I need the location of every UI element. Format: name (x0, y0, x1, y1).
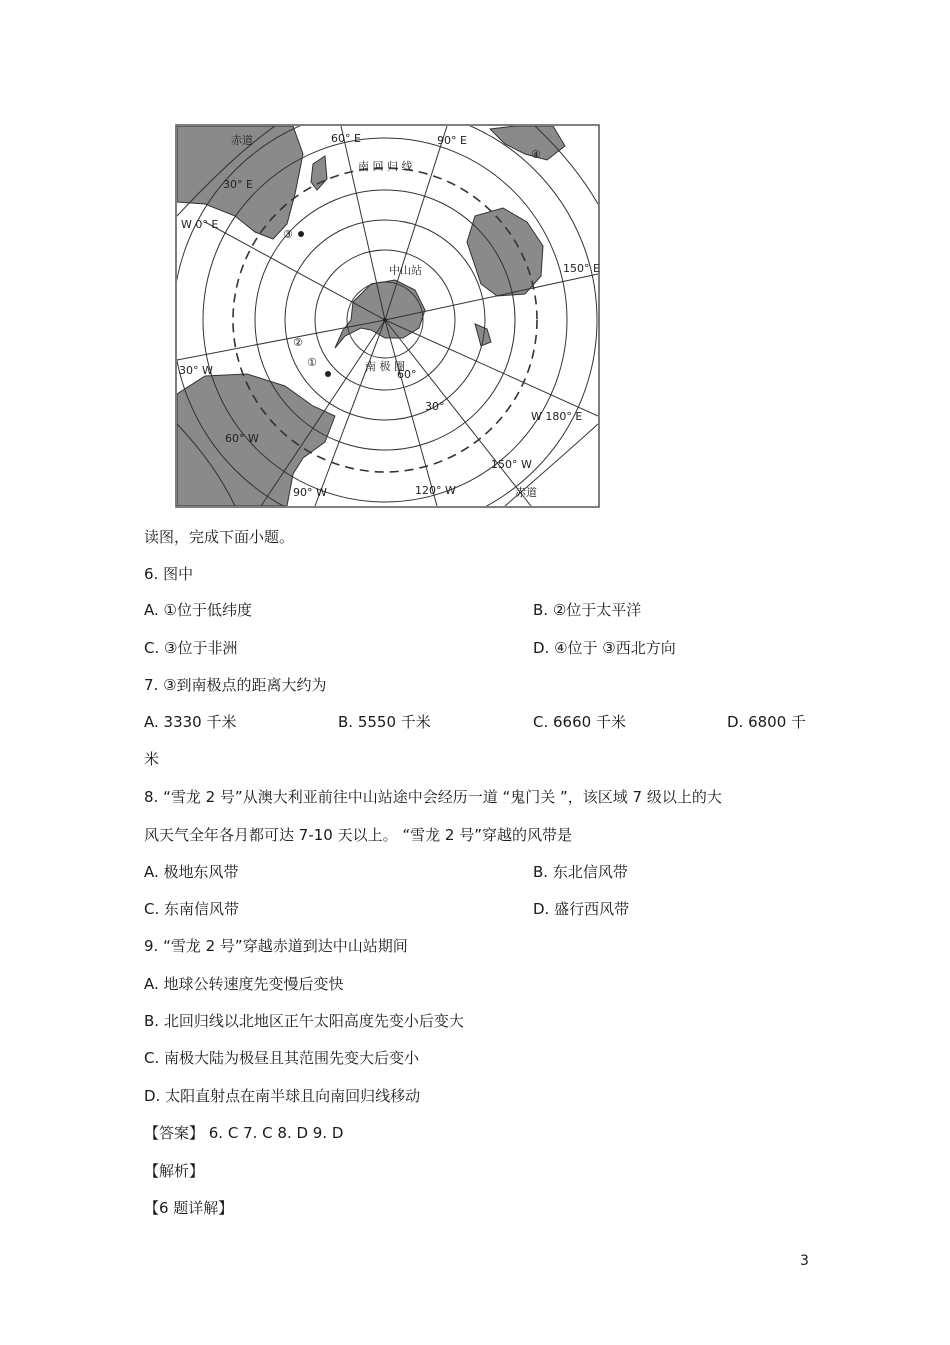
south-pole-marker (383, 318, 387, 322)
lon-60e-label: 60° E (331, 132, 361, 145)
q8-option-d: D. 盛行西风带 (533, 900, 630, 918)
q6-option-a: A. ①位于低纬度 (144, 601, 252, 619)
point-2-label: ② (293, 336, 303, 349)
question-8-line-1: 8. “雪龙 2 号”从澳大利亚前往中山站途中会经历一道 “鬼门关 ”，该区域 7 级以上的大 (144, 788, 722, 806)
lon-150e-label: 150° E (563, 262, 600, 275)
zhongshan-station-label: 中山站 (389, 264, 422, 277)
q9-option-d: D. 太阳直射点在南半球且向南回归线移动 (144, 1087, 421, 1105)
q8-option-c: C. 东南信风带 (144, 900, 240, 918)
q6-option-c: C. ③位于非洲 (144, 639, 238, 657)
equator-label-right: 赤道 (515, 486, 537, 499)
lon-90e-label: 90° E (437, 134, 467, 147)
analysis-heading: 【解析】 (144, 1162, 205, 1180)
intro-text: 读图，完成下面小题。 (144, 528, 295, 546)
polar-map-figure (175, 124, 600, 508)
lon-0-label: W 0° E (181, 218, 219, 231)
q9-option-b: B. 北回归线以北地区正午太阳高度先变小后变大 (144, 1012, 464, 1030)
lon-150w-label: 150° W (491, 458, 532, 471)
page-number: 3 (800, 1253, 809, 1269)
point-3-marker (298, 231, 304, 237)
q7-option-d-continued: 米 (144, 750, 160, 768)
q7-option-b: B. 5550 千米 (338, 713, 431, 731)
lat-60-label: 60° (397, 368, 417, 381)
q6-option-b: B. ②位于太平洋 (533, 601, 642, 619)
q7-option-d: D. 6800 千 (727, 713, 807, 731)
point-3-label: ③ (283, 228, 293, 241)
q8-option-b: B. 东北信风带 (533, 863, 628, 881)
question-6: 6. 图中 (144, 565, 194, 583)
q6-option-d: D. ④位于 ③西北方向 (533, 639, 676, 657)
q9-option-a: A. 地球公转速度先变慢后变快 (144, 975, 344, 993)
point-1-marker (325, 371, 331, 377)
lon-60w-label: 60° W (225, 432, 259, 445)
answer-line: 【答案】 6. C 7. C 8. D 9. D (144, 1124, 344, 1142)
lon-30w-label: 30° W (179, 364, 213, 377)
question-7: 7. ③到南极点的距离大约为 (144, 676, 327, 694)
lat-30-label: 30° (425, 400, 445, 413)
lon-180-label: W 180° E (531, 410, 583, 423)
antarctic-circle-label: 南 极 圈 (365, 360, 405, 373)
lon-120w-label: 120° W (415, 484, 456, 497)
question-8-line-2: 风天气全年各月都可达 7-10 天以上。 “雪龙 2 号”穿越的风带是 (144, 826, 572, 844)
tropic-label: 南 回 归 线 (358, 160, 413, 173)
q8-option-a: A. 极地东风带 (144, 863, 239, 881)
point-4-label: ④ (531, 148, 541, 161)
q9-option-c: C. 南极大陆为极昼且其范围先变大后变小 (144, 1049, 420, 1067)
q7-option-a: A. 3330 千米 (144, 713, 237, 731)
lon-90w-label: 90° W (293, 486, 327, 499)
point-1-label: ① (307, 356, 317, 369)
lon-30e-label: 30° E (223, 178, 253, 191)
question-9: 9. “雪龙 2 号”穿越赤道到达中山站期间 (144, 937, 408, 955)
question-6-detail-heading: 【6 题详解】 (144, 1199, 234, 1217)
q7-option-c: C. 6660 千米 (533, 713, 626, 731)
south-polar-projection-map (175, 124, 600, 508)
equator-label-left: 赤道 (231, 134, 253, 147)
